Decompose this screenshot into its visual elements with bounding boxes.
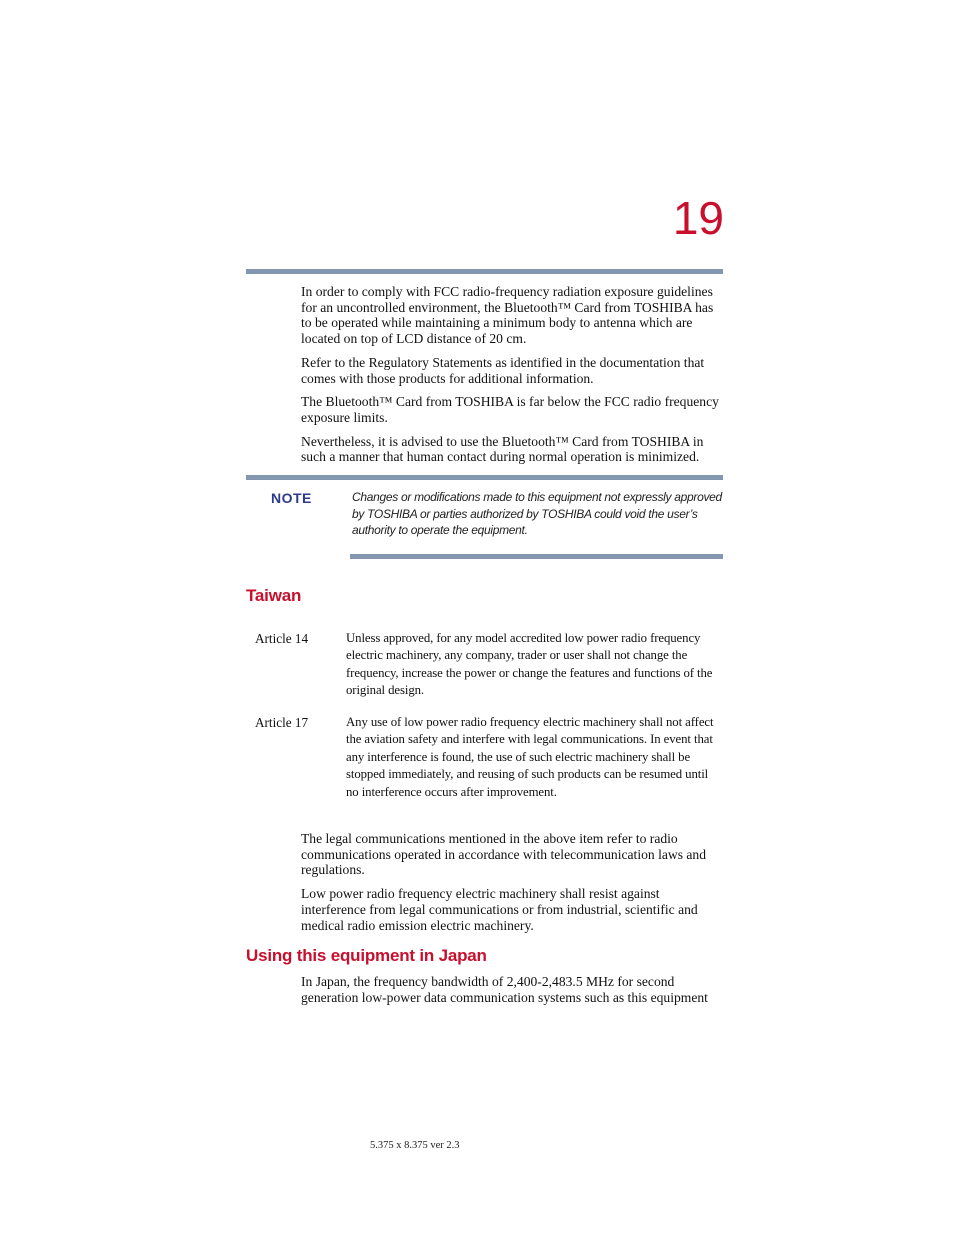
taiwan-paragraph: Low power radio frequency electric machinery shall resist against interference from legal communications or from industrial, scientific and medical radio emission electric machinery. (301, 886, 698, 933)
taiwan-paragraphs (301, 831, 723, 933)
note-bottom-divider (350, 554, 723, 559)
taiwan-heading: Taiwan (246, 586, 302, 605)
article-text: Unless approved, for any model accredited low power radio frequency electric machinery, any company, trader or user shall not change the frequency, increase the power or change the features and functions of the original design. (346, 631, 713, 698)
article-text: Any use of low power radio frequency electric machinery shall not affect the aviation safety and interfere with legal communications. In event that any interference is found, the use of such electric machinery shall be stopped immediately, and reusing of such products can be resumed until no interference occurs after improvement. (346, 715, 714, 799)
intro-paragraph: Refer to the Regulatory Statements as identified in the documentation that comes with those products for additional information. (301, 354, 705, 386)
japan-heading: Using this equipment in Japan (246, 946, 487, 965)
intro-paragraph: In order to comply with FCC radio-frequency radiation exposure guidelines for an uncontrolled environment, the Bluetooth™ Card from TOSHIBA has to be operated while maintaining a minimum body to antenna which are located on top of LCD distance of 20 cm. (301, 284, 714, 347)
note-text: Changes or modifications made to this equipment not expressly approved by TOSHIBA or parties authorized by TOSHIBA could void the user’s authority to operate the equipment. (352, 490, 722, 537)
page-number: 19 (672, 192, 724, 244)
note-label: NOTE (271, 490, 312, 506)
article-label: Article 17 (255, 715, 309, 730)
intro-paragraph: The Bluetooth™ Card from TOSHIBA is far below the FCC radio frequency exposure limits. (301, 394, 719, 425)
note-top-divider (246, 475, 723, 480)
intro-paragraph: Nevertheless, it is advised to use the Bluetooth™ Card from TOSHIBA in such a manner that human contact during normal operation is minimized. (301, 433, 704, 465)
japan-section (301, 974, 723, 1005)
article-label: Article 14 (255, 631, 309, 646)
taiwan-paragraph: The legal communications mentioned in the above item refer to radio communications operated in accordance with telecommunication laws and regulations. (301, 831, 707, 878)
footer-version: 5.375 x 8.375 ver 2.3 (370, 1140, 460, 1151)
intro-section (301, 284, 723, 465)
top-divider (246, 269, 723, 274)
japan-paragraph: In Japan, the frequency bandwidth of 2,400-2,483.5 MHz for second generation low-power data communication systems such as this equipment (301, 974, 708, 1005)
